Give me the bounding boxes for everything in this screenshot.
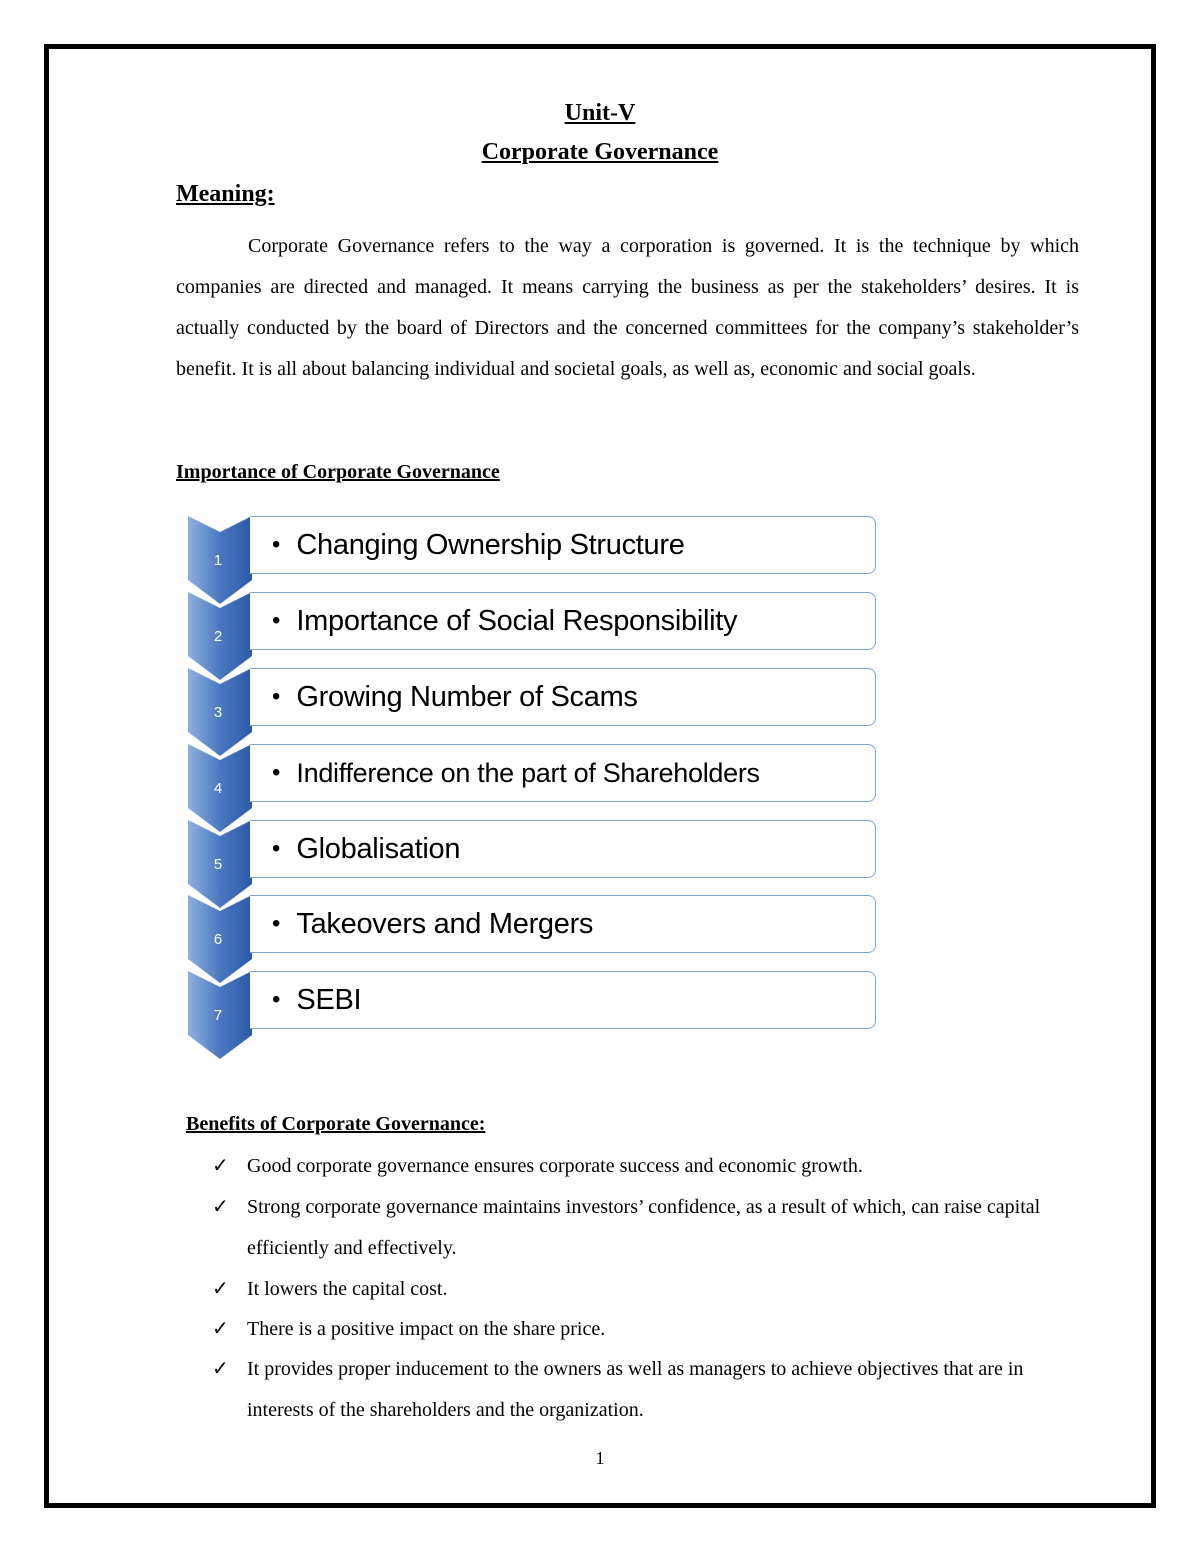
step-box <box>250 744 876 802</box>
step-number: 7 <box>213 1007 223 1024</box>
bullet-icon: • <box>272 607 281 634</box>
step-number: 6 <box>213 931 223 948</box>
importance-step-7 <box>188 971 878 1031</box>
benefit-item-1 <box>212 1146 1122 1187</box>
step-label: Globalisation <box>296 832 461 865</box>
step-number: 4 <box>213 780 223 797</box>
benefit-item-2 <box>212 1187 1117 1269</box>
step-box <box>250 592 876 650</box>
step-box <box>250 516 876 574</box>
bullet-icon: • <box>272 910 281 937</box>
step-box <box>250 668 876 726</box>
meaning-heading: Meaning: <box>176 181 275 207</box>
benefit-text: Good corporate governance ensures corporate success and economic growth. <box>247 1155 863 1177</box>
checkmark-icon: ✓ <box>212 1196 229 1218</box>
importance-step-5 <box>188 820 878 880</box>
importance-step-4 <box>188 744 878 804</box>
importance-heading: Importance of Corporate Governance <box>176 461 500 483</box>
step-box <box>250 820 876 878</box>
page-number: 1 <box>595 1448 605 1468</box>
step-label: Indifference on the part of Shareholders <box>296 757 760 788</box>
step-label: SEBI <box>296 983 362 1016</box>
benefit-item-4 <box>212 1309 1122 1350</box>
benefit-item-5 <box>212 1349 1072 1431</box>
importance-step-2 <box>188 592 878 652</box>
checkmark-icon: ✓ <box>212 1155 229 1177</box>
checkmark-icon: ✓ <box>212 1278 229 1300</box>
unit-title: Unit-V <box>564 100 636 126</box>
importance-step-6 <box>188 895 878 955</box>
bullet-icon: • <box>272 759 281 786</box>
step-number: 5 <box>213 856 223 873</box>
step-number: 2 <box>213 628 223 645</box>
bullet-icon: • <box>272 835 281 862</box>
step-label: Changing Ownership Structure <box>296 528 685 561</box>
page-title: Corporate Governance <box>481 139 719 165</box>
step-label: Takeovers and Mergers <box>296 907 594 940</box>
step-label: Growing Number of Scams <box>296 680 638 713</box>
step-label: Importance of Social Responsibility <box>296 604 738 637</box>
importance-step-3 <box>188 668 878 728</box>
step-number: 3 <box>213 704 223 721</box>
meaning-paragraph: Corporate Governance refers to the way a corporation is governed. It is the technique by which companies are directed and managed. It means carrying the business as per the stakeholders’ desires. It is actually conducted by the board of Directors and the concerned committees for the company’s stakeholder’s benefit. It is all about balancing individual and societal goals, as well as, economic and social goals. <box>176 235 1079 380</box>
benefit-text: There is a positive impact on the share price. <box>247 1318 606 1340</box>
benefit-text: It lowers the capital cost. <box>247 1278 448 1300</box>
step-box <box>250 895 876 953</box>
benefit-text: It provides proper inducement to the owners as well as managers to achieve objectives that are in interests of the shareholders and the organization. <box>247 1358 1024 1421</box>
benefits-heading: Benefits of Corporate Governance: <box>186 1113 486 1135</box>
benefit-item-3 <box>212 1269 1122 1310</box>
bullet-icon: • <box>272 531 281 558</box>
checkmark-icon: ✓ <box>212 1358 229 1380</box>
step-box <box>250 971 876 1029</box>
bullet-icon: • <box>272 683 281 710</box>
benefit-text: Strong corporate governance maintains investors’ confidence, as a result of which, can raise capital efficiently and effectively. <box>247 1196 1041 1259</box>
step-number: 1 <box>213 552 223 569</box>
checkmark-icon: ✓ <box>212 1318 229 1340</box>
bullet-icon: • <box>272 986 281 1013</box>
importance-step-1 <box>188 516 878 576</box>
